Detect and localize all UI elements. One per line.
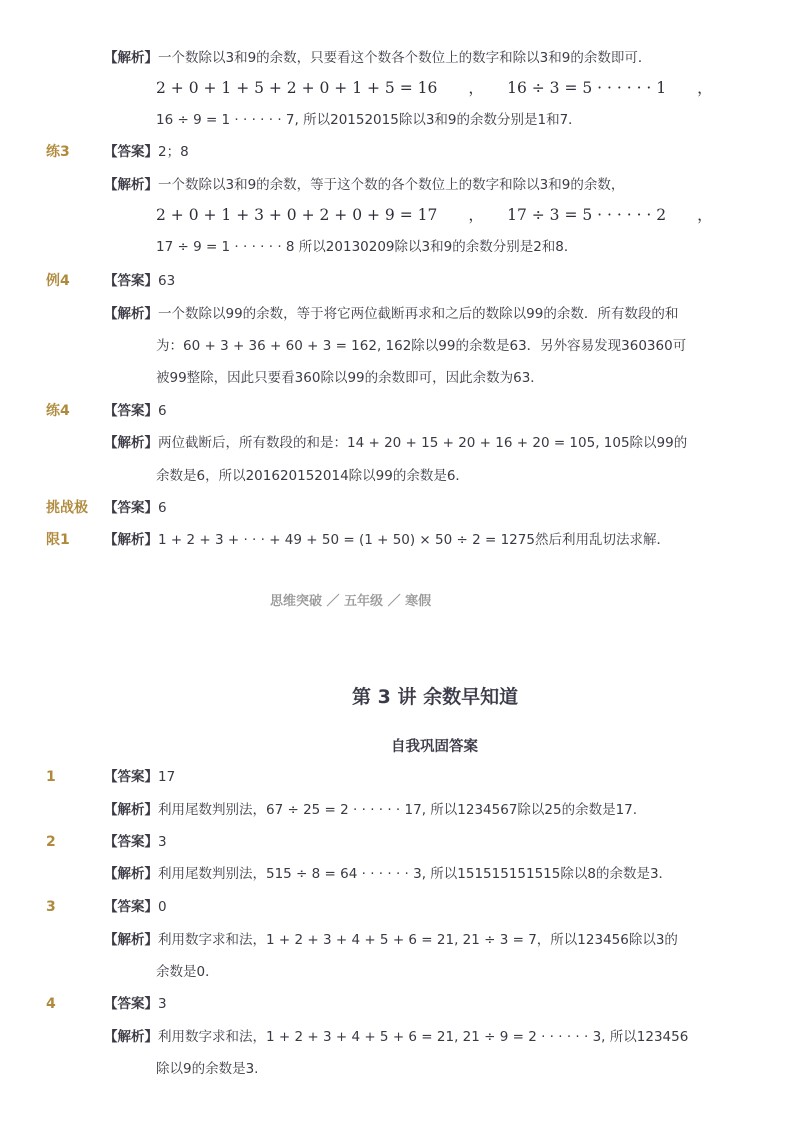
- analysis-line: [104, 1027, 688, 1047]
- analysis-tag: 【解析】: [104, 177, 158, 193]
- analysis-tag: 【解析】: [104, 306, 158, 322]
- lecture-title: 第 3 讲 余数早知道: [352, 686, 519, 708]
- analysis-line: 余数是6，所以201620152014除以99的余数是6．: [156, 468, 469, 484]
- math-line: 16 ÷ 9 = 1 · · · · · · 7, 所以20152015除以3和9的余数分别是1和7．: [156, 112, 582, 128]
- answer-line: [104, 271, 175, 291]
- answer-tag: 【答案】: [104, 996, 158, 1012]
- answer-value: 17: [158, 769, 176, 785]
- analysis-line: [104, 433, 687, 453]
- analysis-tag: 【解析】: [104, 435, 158, 451]
- analysis-line: [104, 304, 678, 324]
- analysis-text: 利用尾数判别法，67 ÷ 25 = 2 · · · · · · 17, 所以1234567除以25的余数是17.: [158, 802, 638, 818]
- analysis-line: [104, 930, 678, 950]
- answer-value: 3: [158, 834, 167, 850]
- analysis-text: 利用数字求和法，1 + 2 + 3 + 4 + 5 + 6 = 21, 21 ÷ 9 = 2 · · · · · · 3, 所以123456: [158, 1029, 689, 1045]
- analysis-line: 除以9的余数是3.: [156, 1061, 259, 1077]
- challenge-label-bottom: 限1: [46, 532, 70, 548]
- analysis-line: 为：60 + 3 + 36 + 60 + 3 = 162, 162除以99的余数是63．另外容易发现360360可: [156, 338, 687, 354]
- answer-tag: 【答案】: [104, 769, 158, 785]
- question-number: 4: [46, 996, 56, 1012]
- answer-tag: 【答案】: [104, 834, 158, 850]
- analysis-text: 两位截断后，所有数段的和是：14 + 20 + 15 + 20 + 16 + 20 = 105, 105除以99的: [158, 435, 688, 451]
- answer-line: [104, 767, 175, 787]
- analysis-line: 余数是0．: [156, 964, 219, 980]
- analysis-line: [104, 800, 637, 820]
- math-line: 2 + 0 + 1 + 3 + 0 + 2 + 0 + 9 = 17 ， 17 ÷ 3 = 5 · · · · · · 2 ，: [156, 206, 713, 224]
- answer-tag: 【答案】: [104, 500, 158, 516]
- section-subtitle: 自我巩固答案: [391, 739, 478, 755]
- analysis-tag: 【解析】: [104, 1029, 158, 1045]
- analysis-text: 一个数除以99的余数，等于将它两位截断再求和之后的数除以99的余数．所有数段的和: [158, 306, 679, 322]
- math-line: 2 + 0 + 1 + 5 + 2 + 0 + 1 + 5 = 16 ， 16 ÷ 3 = 5 · · · · · · 1 ，: [156, 79, 713, 97]
- answer-tag: 【答案】: [104, 899, 158, 915]
- answer-line: [104, 897, 167, 917]
- page-footer: 思维突破 ／ 五年级 ／ 寒假: [270, 594, 432, 609]
- answer-value: 6: [158, 403, 167, 419]
- analysis-text: 利用数字求和法，1 + 2 + 3 + 4 + 5 + 6 = 21, 21 ÷ 3 = 7，所以123456除以3的: [158, 932, 678, 948]
- answer-value: 6: [158, 500, 167, 516]
- analysis-line: [104, 48, 651, 68]
- challenge-label-top: 挑战极: [46, 500, 88, 516]
- analysis-line: 被99整除，因此只要看360除以99的余数即可，因此余数为63．: [156, 370, 544, 386]
- answer-value: 2；8: [158, 144, 189, 160]
- analysis-tag: 【解析】: [104, 866, 158, 882]
- answer-value: 0: [158, 899, 167, 915]
- analysis-tag: 【解析】: [104, 932, 158, 948]
- question-number: 2: [46, 834, 56, 850]
- analysis-line: [104, 530, 670, 550]
- math-line: 17 ÷ 9 = 1 · · · · · · 8 所以20130209除以3和9的余数分别是2和8．: [156, 239, 578, 255]
- answer-line: [104, 142, 189, 162]
- answer-value: 3: [158, 996, 167, 1012]
- analysis-tag: 【解析】: [104, 532, 158, 548]
- exercise-label: 练4: [46, 403, 70, 419]
- answer-line: [104, 994, 167, 1014]
- analysis-tag: 【解析】: [104, 802, 158, 818]
- analysis-text: 一个数除以3和9的余数，只要看这个数各个数位上的数字和除以3和9的余数即可．: [158, 50, 652, 66]
- answer-tag: 【答案】: [104, 144, 158, 160]
- answer-line: [104, 832, 167, 852]
- analysis-text: 一个数除以3和9的余数，等于这个数的各个数位上的数字和除以3和9的余数，: [158, 177, 625, 193]
- analysis-tag: 【解析】: [104, 50, 158, 66]
- question-number: 1: [46, 769, 56, 785]
- answer-line: [104, 498, 167, 518]
- analysis-text: 利用尾数判别法，515 ÷ 8 = 64 · · · · · · 3, 所以151515151515除以8的余数是3．: [158, 866, 673, 882]
- analysis-line: [104, 864, 672, 884]
- answer-line: [104, 401, 167, 421]
- answer-tag: 【答案】: [104, 273, 158, 289]
- analysis-line: [104, 175, 624, 195]
- question-number: 3: [46, 899, 56, 915]
- exercise-label: 练3: [46, 144, 70, 160]
- answer-value: 63: [158, 273, 176, 289]
- answer-tag: 【答案】: [104, 403, 158, 419]
- analysis-text: 1 + 2 + 3 + · · · + 49 + 50 = (1 + 50) × 50 ÷ 2 = 1275然后利用乱切法求解．: [158, 532, 670, 548]
- example-label: 例4: [46, 273, 70, 289]
